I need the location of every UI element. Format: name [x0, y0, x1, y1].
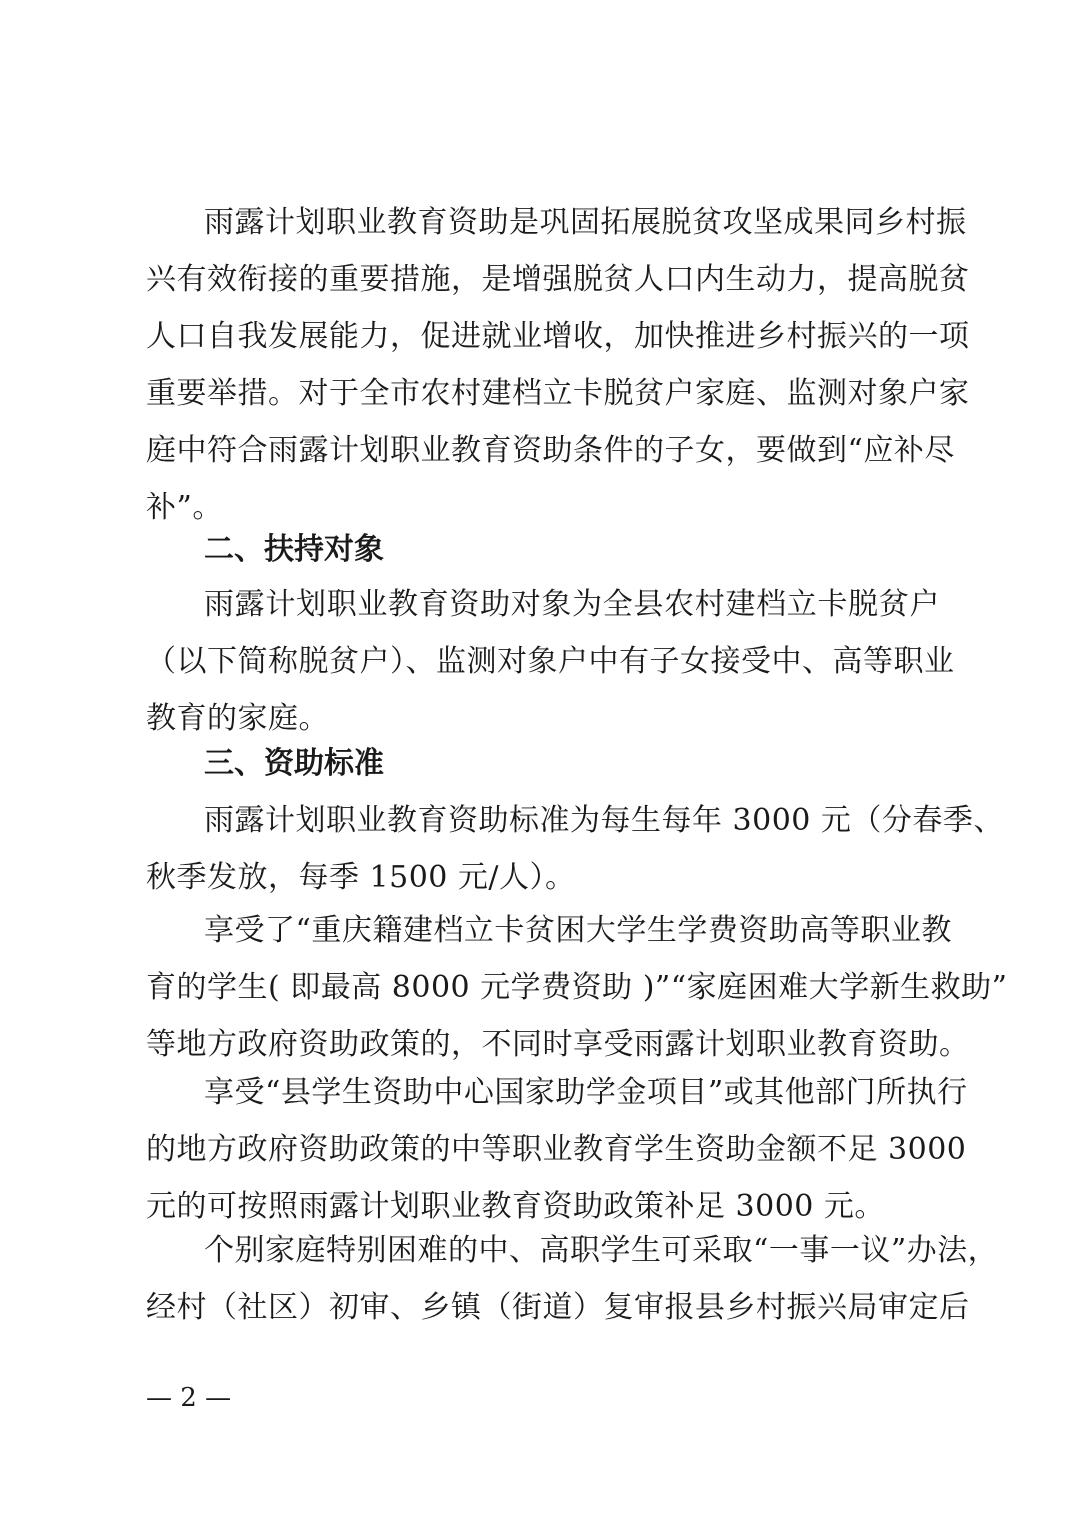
- paragraph-support-targets: [146, 576, 955, 747]
- text-line: 享受“县学生资助中心国家助学金项目”或其他部门所执行: [204, 1075, 968, 1110]
- text-line: 等地方政府资助政策的，不同时享受雨露计划职业教育资助。: [146, 1027, 970, 1062]
- text-line: 雨露计划职业教育资助标准为每生每年 3000 元（分春季、: [204, 803, 1004, 838]
- text-line: 庭中符合雨露计划职业教育资助条件的子女，要做到“应补尽: [146, 433, 955, 468]
- text-line: 个别家庭特别困难的中、高职学生可采取“一事一议”办法，: [204, 1233, 999, 1268]
- paragraph-special-cases: [146, 1222, 999, 1336]
- text-line: 秋季发放，每季 1500 元/人）。: [146, 860, 576, 895]
- text-line: （以下简称脱贫户）、监测对象户中有子女接受中、高等职业: [146, 644, 955, 679]
- text-line: 经村（社区）初审、乡镇（街道）复审报县乡村振兴局审定后: [146, 1290, 970, 1325]
- text-line: 教育的家庭。: [146, 701, 329, 736]
- text-line: 享受了“重庆籍建档立卡贫困大学生学费资助高等职业教: [204, 913, 952, 948]
- text-line: 雨露计划职业教育资助对象为全县农村建档立卡脱贫户: [204, 587, 940, 622]
- section-heading-support-targets: 二、扶持对象: [204, 532, 384, 567]
- page-number: — 2 —: [146, 1383, 232, 1413]
- paragraph-exclusion: [146, 902, 1008, 1073]
- paragraph-intro: [146, 194, 970, 536]
- paragraph-funding-standard: [146, 792, 1004, 906]
- paragraph-supplement: [146, 1064, 968, 1235]
- text-line: 重要举措。对于全市农村建档立卡脱贫户家庭、监测对象户家: [146, 376, 970, 411]
- section-heading-funding-standard: 三、资助标准: [204, 746, 384, 781]
- text-line: 人口自我发展能力，促进就业增收，加快推进乡村振兴的一项: [146, 319, 970, 354]
- text-line: 元的可按照雨露计划职业教育资助政策补足 3000 元。: [146, 1189, 885, 1224]
- text-line: 雨露计划职业教育资助是巩固拓展脱贫攻坚成果同乡村振: [204, 205, 967, 240]
- text-line: 的地方政府资助政策的中等职业教育学生资助金额不足 3000: [146, 1132, 967, 1167]
- text-line: 补”。: [146, 490, 223, 525]
- text-line: 兴有效衔接的重要措施，是增强脱贫人口内生动力，提高脱贫: [146, 262, 970, 297]
- text-line: 育的学生( 即最高 8000 元学费资助 )”“家庭困难大学新生救助”: [146, 970, 1008, 1005]
